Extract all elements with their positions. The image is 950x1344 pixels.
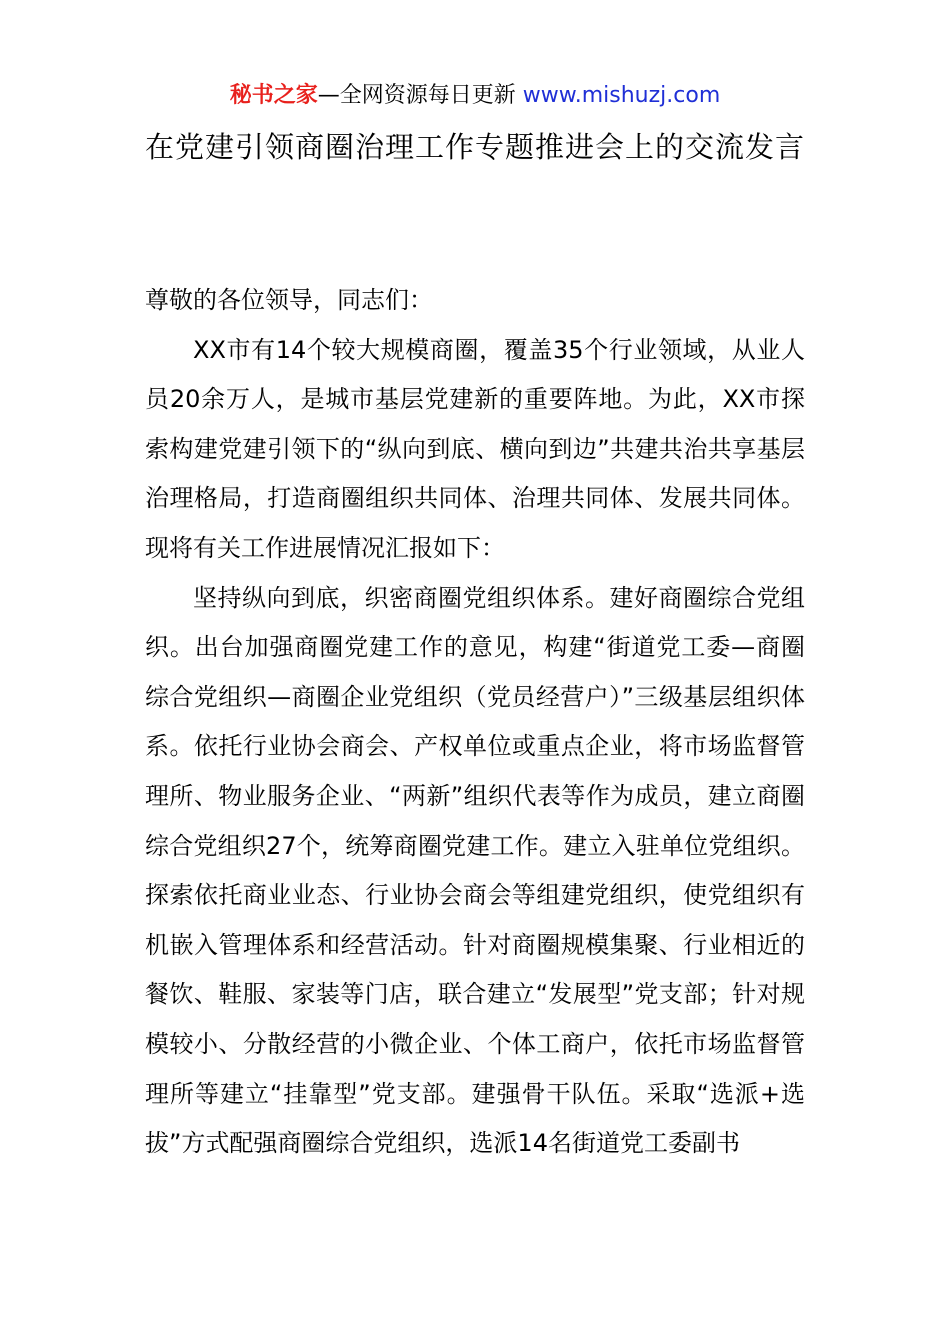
salutation: 尊敬的各位领导，同志们：	[145, 286, 433, 314]
watermark-header	[0, 80, 950, 112]
paragraph-2: 坚持纵向到底，织密商圈党组织体系。建好商圈综合党组织。出台加强商圈党建工作的意见，构建“街道党工委—商圈综合党组织—商圈企业党组织（党员经营户）”三级基层组织体系。依托行业协会商会、产权单位或重点企业，将市场监督管理所、物业服务企业、“两新”组织代表等作为成员，建立商圈综合党组织27个，统筹商圈党建工作。建立入驻单位党组织。探索依托商业业态、行业协会商会等组建党组织，使党组织有机嵌入管理体系和经营活动。针对商圈规模集聚、行业相近的餐饮、鞋服、家装等门店，联合建立“发展型”党支部；针对规模较小、分散经营的小微企业、个体工商户，依托市场监督管理所等建立“挂靠型”党支部。建强骨干队伍。采取“选派+选拔”方式配强商圈综合党组织，选派14名街道党工委副书	[145, 583, 805, 1158]
paragraph-1: XX市有14个较大规模商圈，覆盖35个行业领域，从业人员20余万人，是城市基层党建新的重要阵地。为此，XX市探索构建党建引领下的“纵向到底、横向到边”共建共治共享基层治理格局，打造商圈组织共同体、治理共同体、发展共同体。现将有关工作进展情况汇报如下：	[145, 335, 805, 562]
header-brand: 秘书之家	[229, 83, 318, 108]
header-slogan: —全网资源每日更新	[317, 83, 523, 108]
header-site-link[interactable]: www.mishuzj.com	[522, 83, 721, 108]
document-title: 在党建引领商圈治理工作专题推进会上的交流发言	[145, 130, 806, 164]
document-body	[145, 276, 805, 1169]
